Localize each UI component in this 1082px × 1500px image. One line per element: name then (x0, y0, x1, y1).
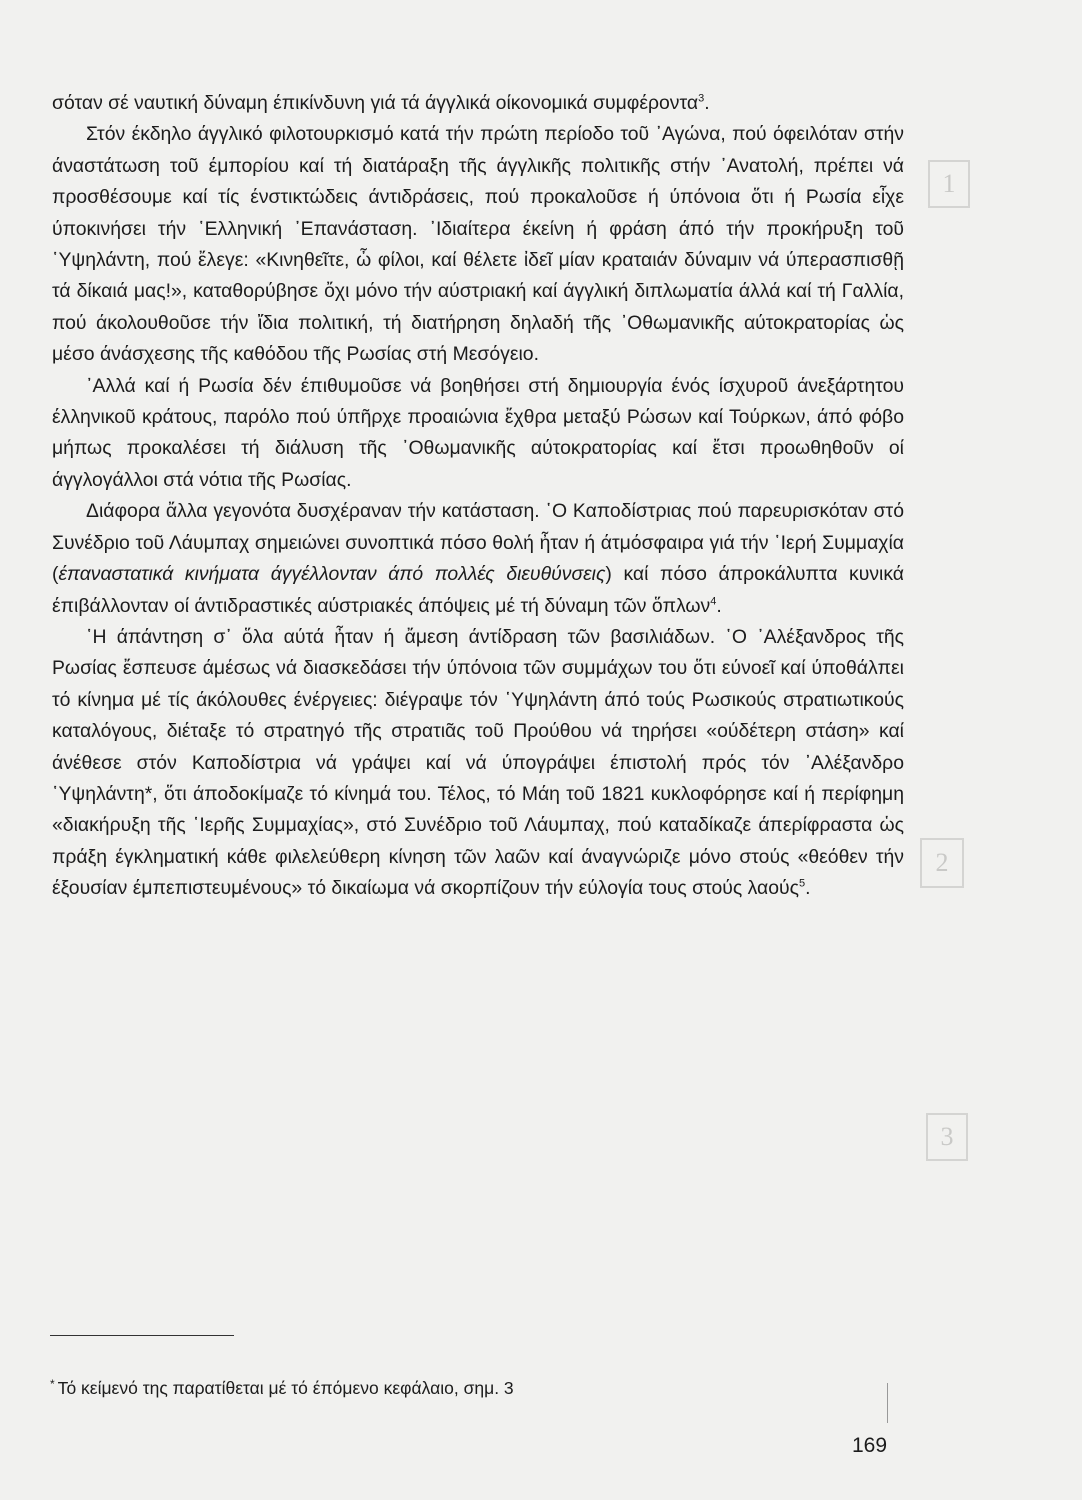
paragraph-4-text-after: ) καί πόσο άπροκάλυπτα κυνικά έπιβάλλονταν οί άντιδραστικές αύστριακές άπόψεις μέ τή δύναμη τῶν ὅπλων (52, 563, 904, 617)
paragraph-1-end: . (704, 92, 710, 114)
bleed-through-mark-2 (920, 838, 964, 888)
paragraph-3-text: ᾿Αλλά καί ή Ρωσία δέν έπιθυμοῦσε νά βοηθήσει στή δημιουργία ένός ίσχυροῦ άνεξάρτητου έλληνικοῦ κράτους, παρόλο πού ύπῆρχε προαιώνια ἔχθρα μεταξύ Ρώσων καί Τούρκων, άπό φόβο μήπως προκαλέσει τή διάλυση τῆς ᾿Οθωμανικῆς αύτοκρατορίας καί ἔτσι προωθηθοῦν οί άγγλογάλλοι στά νότια τῆς Ρωσίας. (52, 374, 904, 491)
footnote-marker: * (50, 1377, 55, 1391)
paragraph-4-end: . (716, 594, 722, 617)
paragraph-4 (52, 496, 904, 622)
paragraph-4-text-before: Διάφορα ἄλλα γεγονότα δυσχέραναν τήν κατάσταση. ῾Ο Καποδίστριας πού παρευρισκόταν στό Συνέδριο τοῦ Λάυμπαχ σημειώνει συνοπτικά πόσο θολή ἦταν ή άτμόσφαιρα γιά τήν ῾Ιερή Συμμαχία ( (52, 500, 904, 586)
main-text (52, 88, 904, 905)
footnote-ref-3: 3 (698, 92, 705, 105)
footnote-text: Τό κείμενό της παρατίθεται μέ τό έπόμενο κεφάλαιο, σημ. 3 (57, 1378, 514, 1398)
bleed-through-text-1: 1 (942, 169, 956, 198)
paragraph-5 (52, 622, 904, 905)
bleed-through-mark-1 (928, 160, 970, 208)
paragraph-3 (52, 371, 904, 497)
paragraph-5-end: . (805, 877, 811, 900)
footnote-divider (50, 1335, 234, 1336)
bleed-through-text-2: 2 (935, 848, 949, 877)
bleed-through-text-3: 3 (940, 1122, 954, 1151)
margin-pencil-line (887, 1383, 888, 1423)
bleed-through-mark-3 (926, 1113, 968, 1161)
paragraph-2 (52, 119, 904, 370)
paragraph-4-italic-quote: έπαναστατικά κινήματα άγγέλλονταν άπό πολλές διευθύνσεις (58, 563, 606, 586)
footnote-ref-4: 4 (710, 595, 717, 608)
paragraph-1-text: σόταν σέ ναυτική δύναμη έπικίνδυνη γιά τά άγγλικά οίκονομικά συμφέροντα (52, 92, 699, 114)
footnote-ref-5: 5 (798, 877, 806, 890)
paragraph-5-text: ῾Η άπάντηση σ᾿ ὅλα αύτά ἦταν ή ἄμεση άντίδραση τῶν βασιλιάδων. ῾Ο ᾿Αλέξανδρος τῆς Ρωσίας ἔσπευσε άμέσως νά διασκεδάσει τήν ύπόνοια τῶν συμμάχων του ὅτι εύνοεῖ καί ύποθάλπει τό κίνημα μέ τίς άκόλουθες ένέργειες: διέγραψε τόν ῾Υψηλάντη άπό τούς Ρωσικούς στρατιωτικούς καταλόγους, διέταξε τό στρατηγό τῆς στρατιᾶς τοῦ Προύθου νά τηρήσει «ούδέτερη στάση» καί άνέθεσε στόν Καποδίστρια νά γράψει καί νά ύπογράψει έπιστολή πρός τόν ᾿Αλέξανδρο ῾Υψηλάντη*, ὅτι άποδοκίμαζε τό κίνημά του. Τέλος, τό Μάη τοῦ 1821 κυκλοφόρησε καί ή περίφημη «διακήρυξη τῆς ῾Ιερῆς Συμμαχίας», στό Συνέδριο τοῦ Λάυμπαχ, πού καταδίκαζε άπερίφραστα ὡς πράξη έγκληματική κάθε φιλελεύθερη κίνηση τῶν λαῶν καί άναγνώριζε μόνο στούς «θεόθεν τήν έξουσίαν έμπεπιστευμένους» τό δικαίωμα νά σκορπίζουν τήν εύλογία τους στούς λαούς (52, 625, 904, 900)
paragraph-2-text: Στόν έκδηλο άγγλικό φιλοτουρκισμό κατά τήν πρώτη περίοδο τοῦ ᾿Αγώνα, πού όφειλόταν στήν άναστάτωση τοῦ έμπορίου καί τή διατάραξη τῆς άγγλικῆς πολιτικῆς στήν ᾿Ανατολή, πρέπει νά προσθέσουμε καί τίς ένστικτώδεις άντιδράσεις, πού προκαλοῦσε ή ύπόνοια ὅτι ή Ρωσία εἶχε ύποκινήσει τήν ῾Ελληνική ᾿Επανάσταση. ᾿Ιδιαίτερα έκείνη ή φράση άπό τήν προκήρυξη τοῦ ῾Υψηλάντη, πού ἔλεγε: «Κινηθεῖτε, ὦ φίλοι, καί θέλετε ἰδεῖ μίαν κραταιάν δύναμιν νά ύπερασπισθῇ τά δίκαιά μας!», καταθορύβησε ὄχι μόνο τήν αύστριακή καί άγγλική διπλωματία άλλά καί τή Γαλλία, πού άκολουθοῦσε τήν ἴδια πολιτική, τή διατήρηση δηλαδή τῆς ᾿Οθωμανικῆς αύτοκρατορίας ὡς μέσο άνάσχεσης τῆς καθόδου τῆς Ρωσίας στή Μεσόγειο. (52, 123, 904, 366)
footnote (50, 1372, 910, 1400)
page-number: 169 (852, 1434, 888, 1457)
paragraph-1 (52, 88, 904, 119)
